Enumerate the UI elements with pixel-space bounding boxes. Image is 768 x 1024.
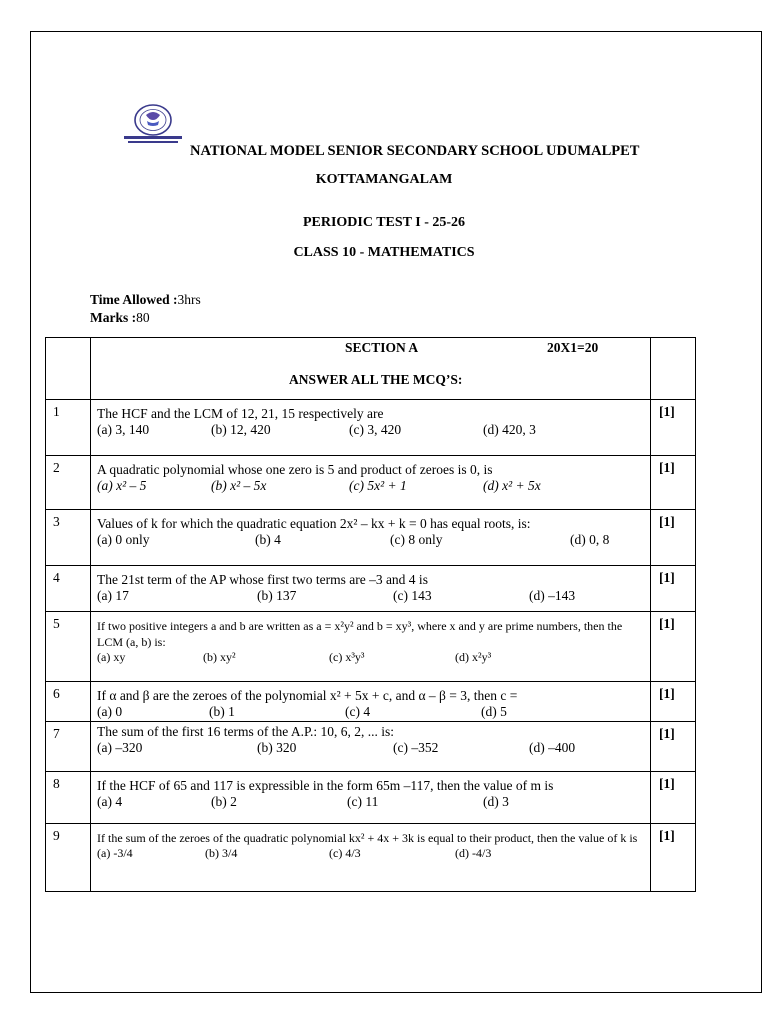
school-location: KOTTAMANGALAM — [315, 172, 453, 187]
question-body — [91, 824, 651, 892]
option: (c) 5x² + 1 — [349, 478, 407, 493]
options-row — [97, 846, 646, 861]
option: (b) x² – 5x — [211, 478, 267, 493]
time-allowed — [90, 292, 201, 308]
table-row — [46, 824, 696, 892]
option: (b) 2 — [211, 794, 237, 809]
question-number: 7 — [46, 722, 91, 772]
time-label: Time Allowed : — [90, 292, 178, 307]
section-marks: 20X1=20 — [547, 340, 599, 355]
question-text: The 21st term of the AP whose first two terms are –3 and 4 is — [97, 572, 428, 587]
option: (b) 137 — [257, 588, 297, 603]
options-row — [97, 650, 646, 665]
marks-label: Marks : — [90, 310, 137, 325]
option: (d) 420, 3 — [483, 422, 536, 437]
options-row — [97, 740, 646, 756]
table-row — [46, 612, 696, 682]
option: (d) x² + 5x — [483, 478, 541, 493]
option: (c) 11 — [347, 794, 379, 809]
option: (d) 5 — [481, 704, 507, 719]
option: (a) 0 — [97, 704, 123, 719]
section-instruction: ANSWER ALL THE MCQ’S: — [289, 372, 463, 387]
question-body — [91, 722, 651, 772]
option: (b) xy² — [203, 650, 236, 664]
question-body — [91, 682, 651, 722]
option: (d) x²y³ — [455, 650, 492, 664]
options-row — [97, 422, 646, 438]
blank-cell — [651, 338, 696, 400]
marks-cell: [1] — [651, 456, 696, 510]
question-text: If α and β are the zeroes of the polynomial x² + 5x + c, and α – β = 3, then c = — [97, 688, 518, 703]
option: (d) 0, 8 — [570, 532, 610, 547]
question-body — [91, 612, 651, 682]
option: (c) 4/3 — [329, 846, 361, 860]
option: (a) 3, 140 — [97, 422, 150, 437]
marks-value: 80 — [136, 310, 150, 325]
marks-cell: [1] — [651, 772, 696, 824]
option: (b) 320 — [257, 740, 297, 755]
question-text: Values of k for which the quadratic equation 2x² – kx + k = 0 has equal roots, is: — [97, 516, 531, 531]
marks-cell: [1] — [651, 682, 696, 722]
time-value: 3hrs — [177, 292, 201, 307]
question-text: A quadratic polynomial whose one zero is 5 and product of zeroes is 0, is — [97, 462, 493, 477]
options-row — [97, 704, 646, 720]
question-body — [91, 566, 651, 612]
option: (c) –352 — [393, 740, 439, 755]
options-row — [97, 532, 646, 548]
section-header-cell — [91, 338, 651, 400]
options-row — [97, 478, 646, 494]
question-number: 5 — [46, 612, 91, 682]
marks-cell: [1] — [651, 566, 696, 612]
options-row — [97, 794, 646, 810]
question-number: 9 — [46, 824, 91, 892]
option: (c) 4 — [345, 704, 371, 719]
option: (a) x² – 5 — [97, 478, 147, 493]
option: (a) 0 only — [97, 532, 150, 547]
options-row — [97, 588, 646, 604]
question-number: 8 — [46, 772, 91, 824]
option: (c) 8 only — [390, 532, 443, 547]
section-header-row — [46, 338, 696, 400]
question-body — [91, 400, 651, 456]
table-row — [46, 510, 696, 566]
question-text: The HCF and the LCM of 12, 21, 15 respectively are — [97, 406, 384, 421]
question-body — [91, 456, 651, 510]
table-row — [46, 722, 696, 772]
marks-cell: [1] — [651, 722, 696, 772]
marks-cell: [1] — [651, 612, 696, 682]
option: (b) 4 — [255, 532, 281, 547]
option: (d) 3 — [483, 794, 509, 809]
table-row — [46, 566, 696, 612]
table-row — [46, 682, 696, 722]
blank-cell — [46, 338, 91, 400]
question-text: The sum of the first 16 terms of the A.P.: 10, 6, 2, ... is: — [97, 724, 394, 739]
table-row — [46, 456, 696, 510]
test-name: PERIODIC TEST I - 25-26 — [302, 215, 466, 230]
question-number: 3 — [46, 510, 91, 566]
option: (a) 17 — [97, 588, 129, 603]
option: (a) -3/4 — [97, 846, 133, 860]
question-number: 2 — [46, 456, 91, 510]
question-text: If two positive integers a and b are written as a = x²y² and b = xy³, where x and y are prime numbers, then the LCM (a, b) is: — [97, 619, 623, 649]
table-row — [46, 400, 696, 456]
option: (c) x³y³ — [329, 650, 365, 664]
marks-cell: [1] — [651, 510, 696, 566]
section-title: SECTION A — [345, 340, 419, 355]
school-name: NATIONAL MODEL SENIOR SECONDARY SCHOOL UDUMALPET — [190, 143, 640, 159]
option: (d) –143 — [529, 588, 576, 603]
school-emblem-icon — [122, 103, 184, 145]
question-number: 4 — [46, 566, 91, 612]
marks-cell: [1] — [651, 400, 696, 456]
option: (a) –320 — [97, 740, 143, 755]
option: (b) 12, 420 — [211, 422, 271, 437]
question-table — [45, 337, 696, 892]
option: (d) –400 — [529, 740, 576, 755]
class-subject: CLASS 10 - MATHEMATICS — [293, 245, 475, 260]
question-text: If the HCF of 65 and 117 is expressible in the form 65m –117, then the value of m is — [97, 778, 554, 793]
table-row — [46, 772, 696, 824]
option: (c) 143 — [393, 588, 432, 603]
option: (b) 1 — [209, 704, 235, 719]
option: (a) xy — [97, 650, 126, 664]
option: (c) 3, 420 — [349, 422, 402, 437]
marks-cell: [1] — [651, 824, 696, 892]
question-number: 6 — [46, 682, 91, 722]
question-body — [91, 510, 651, 566]
option: (a) 4 — [97, 794, 123, 809]
max-marks — [90, 310, 150, 326]
question-number: 1 — [46, 400, 91, 456]
question-body — [91, 772, 651, 824]
question-text: If the sum of the zeroes of the quadratic polynomial kx² + 4x + 3k is equal to their product, then the value of k is — [97, 831, 638, 845]
option: (d) -4/3 — [455, 846, 492, 860]
option: (b) 3/4 — [205, 846, 238, 860]
